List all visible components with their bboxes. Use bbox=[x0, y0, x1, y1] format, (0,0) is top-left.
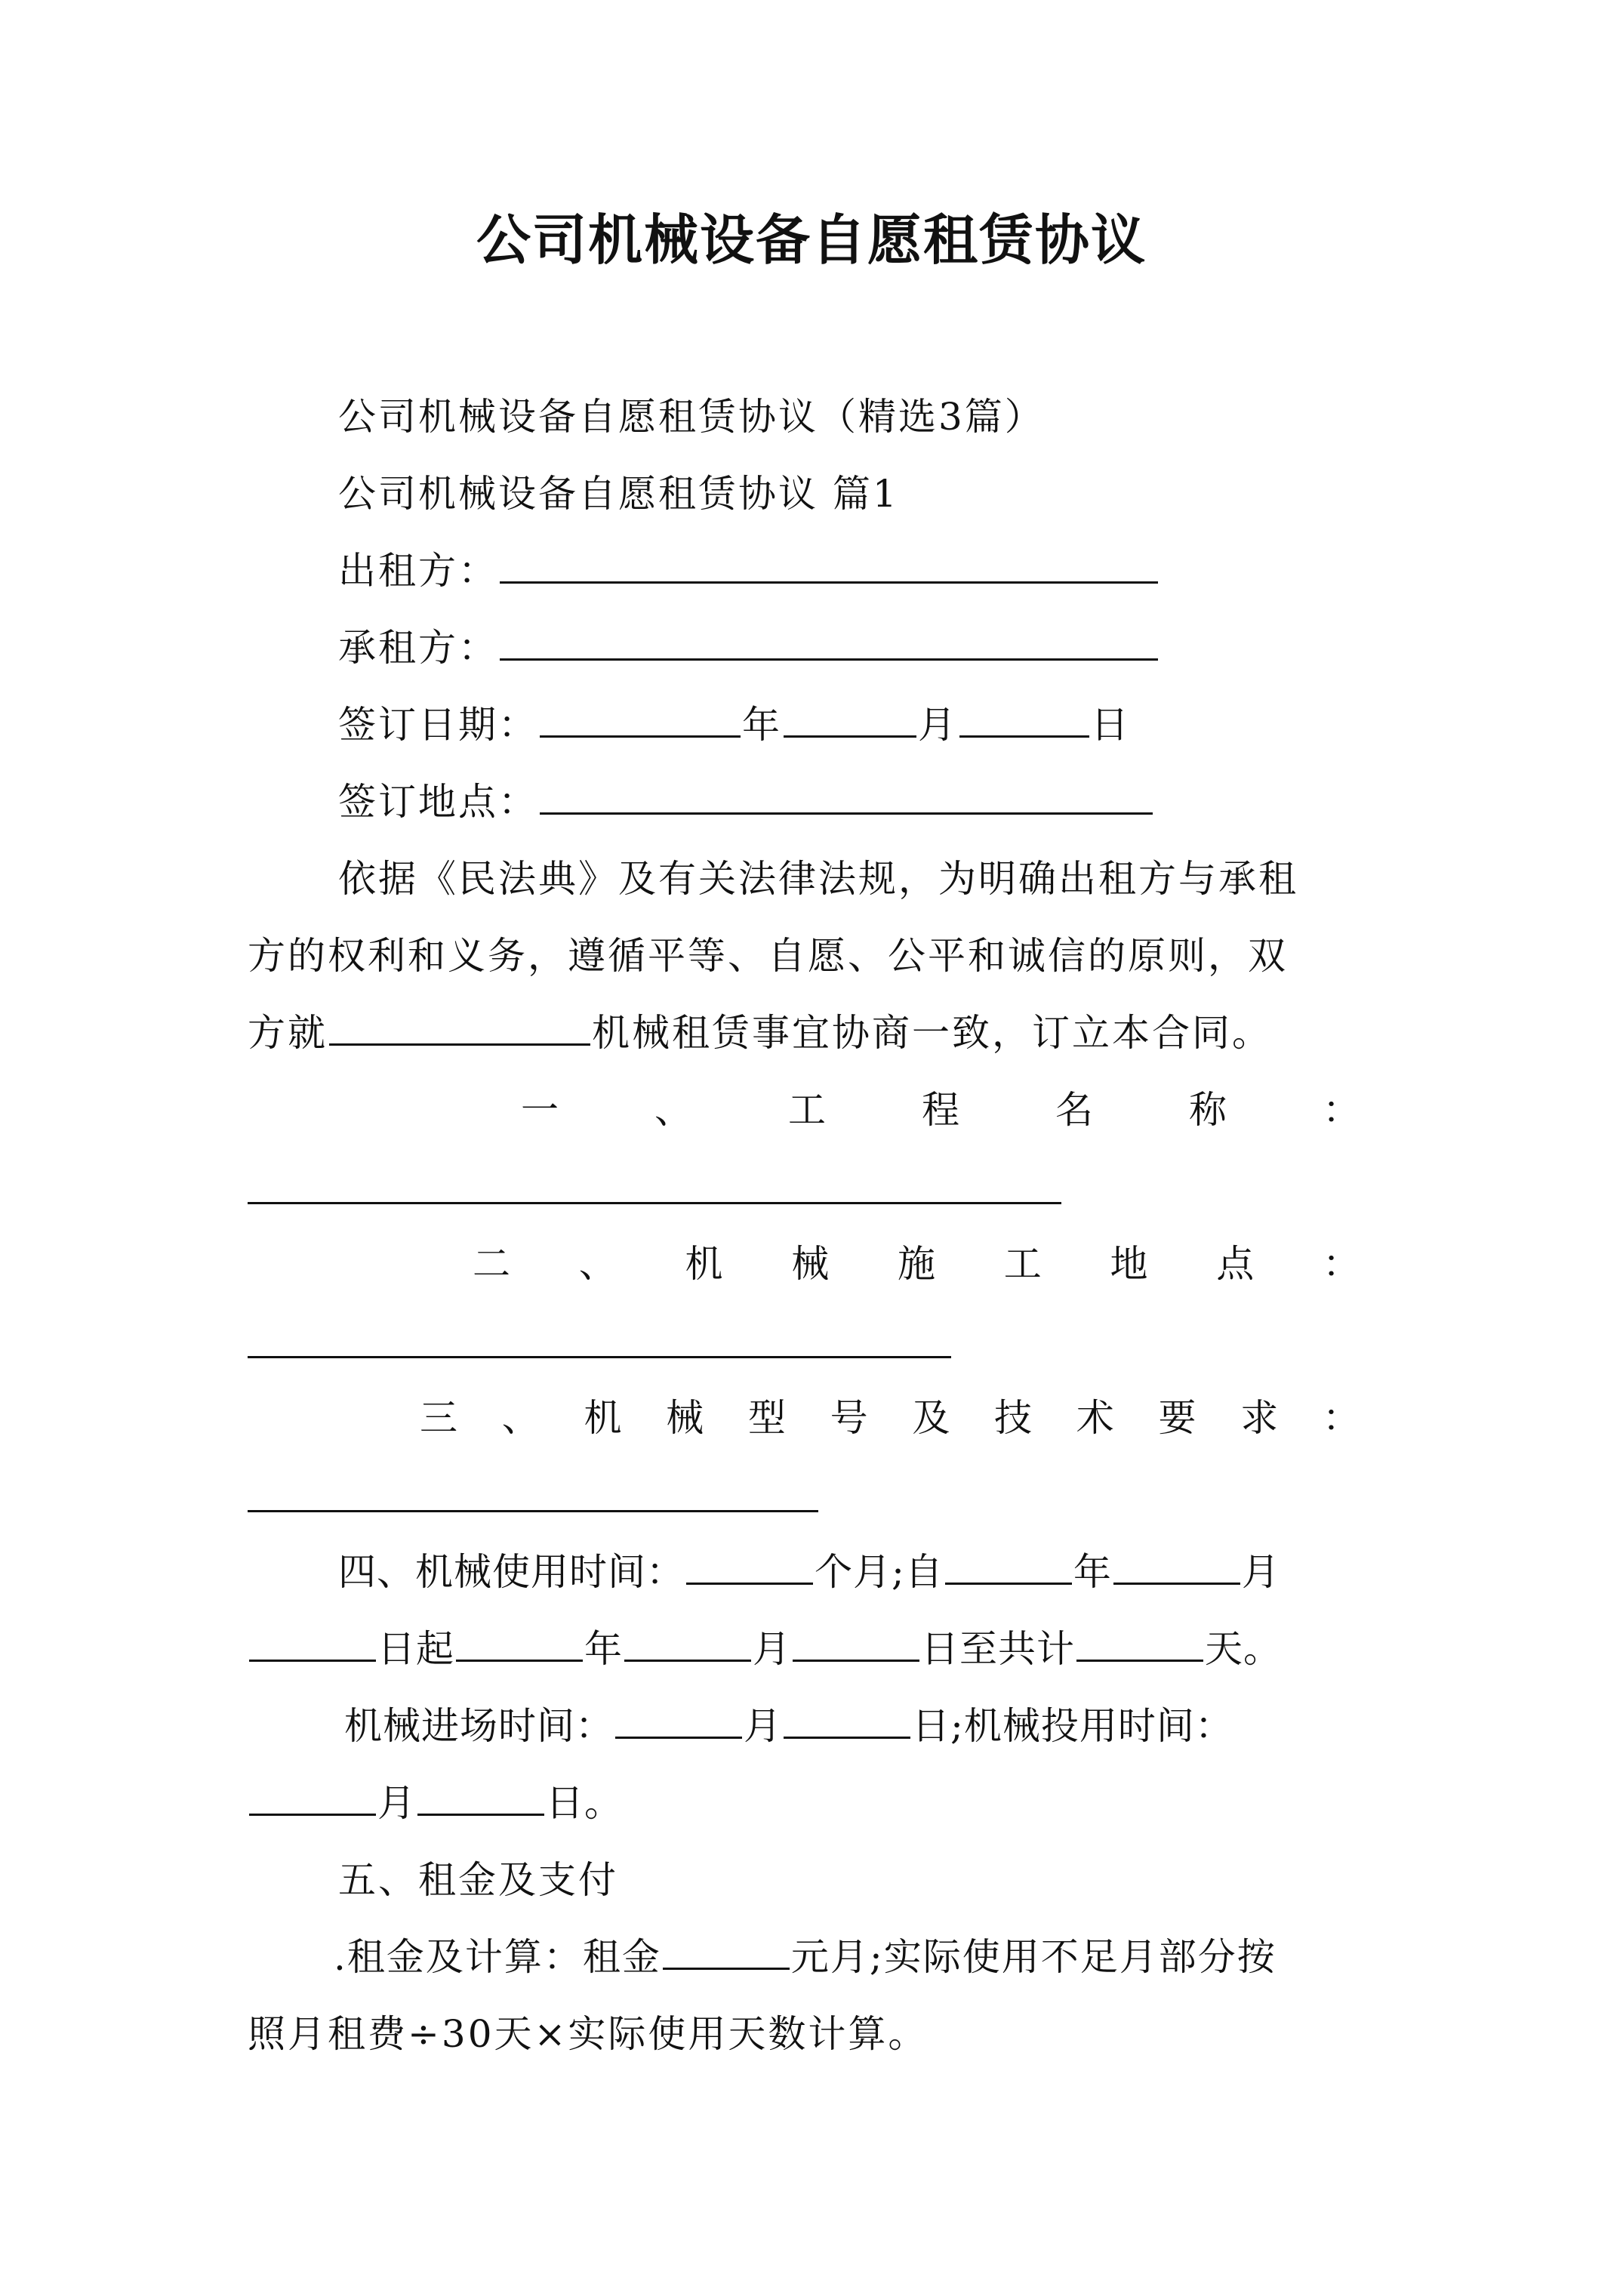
sec4-text: 年 bbox=[1073, 1550, 1112, 1594]
sec2-char: 点 bbox=[1216, 1242, 1255, 1286]
lessee-row bbox=[338, 618, 1160, 678]
sec4-text: 年 bbox=[584, 1627, 623, 1671]
lessor-row bbox=[338, 541, 1160, 601]
sec3-char: 求 bbox=[1240, 1396, 1279, 1440]
rent-line-2: 照月租费÷30天×实际使用天数计算。 bbox=[248, 2012, 929, 2056]
date-label: 签订日期： bbox=[338, 703, 538, 747]
entry-text: 月 bbox=[744, 1704, 782, 1748]
section-4-line-1 bbox=[338, 1542, 1280, 1602]
rent-line-1 bbox=[334, 1927, 1277, 1987]
end-month-blank bbox=[624, 1620, 751, 1662]
rent-label: .租金及计算：租金 bbox=[334, 1935, 661, 1979]
sec3-char: 要 bbox=[1158, 1396, 1196, 1440]
sec3-char: 机 bbox=[584, 1396, 622, 1440]
section-1-blank bbox=[248, 1202, 1061, 1204]
chapter-heading: 公司机械设备自愿租赁协议 篇1 bbox=[338, 472, 899, 516]
months-blank bbox=[686, 1543, 813, 1585]
sec4-label: 四、机械使用时间： bbox=[338, 1550, 685, 1594]
sec4-text: 日至共计 bbox=[921, 1627, 1075, 1671]
sec2-char: ： bbox=[1323, 1242, 1360, 1286]
sec1-char: 工 bbox=[788, 1088, 826, 1132]
intro-line-3-start: 方就 bbox=[248, 1011, 328, 1055]
entry-text: 月 bbox=[377, 1781, 416, 1825]
document-subtitle: 公司机械设备自愿租赁协议（精选3篇） bbox=[338, 395, 1045, 439]
lessee-label: 承租方： bbox=[338, 626, 498, 670]
sec4-text: 个月;自 bbox=[815, 1550, 944, 1594]
sec2-char: 械 bbox=[791, 1242, 830, 1286]
sec3-char: 械 bbox=[666, 1396, 704, 1440]
sec1-char: 名 bbox=[1055, 1088, 1093, 1132]
section-3-heading bbox=[420, 1388, 1360, 1448]
entry-month-blank bbox=[615, 1697, 742, 1739]
total-days-blank bbox=[1076, 1620, 1203, 1662]
section-1-heading bbox=[521, 1080, 1360, 1140]
use-month-blank bbox=[249, 1774, 376, 1816]
intro-line-3-end: 机械租赁事宜协商一致，订立本合同。 bbox=[592, 1011, 1272, 1055]
sec3-char: 型 bbox=[747, 1396, 786, 1440]
sec3-char: ： bbox=[1322, 1396, 1360, 1440]
sec2-char: 工 bbox=[1003, 1242, 1042, 1286]
sec4-text: 天。 bbox=[1205, 1627, 1282, 1671]
date-row bbox=[338, 695, 1131, 755]
sec4-text: 日起 bbox=[377, 1627, 454, 1671]
lessee-blank bbox=[500, 619, 1158, 661]
sec3-char: 三 bbox=[420, 1396, 457, 1440]
sec3-char: 号 bbox=[830, 1396, 868, 1440]
sec3-char: 及 bbox=[912, 1396, 950, 1440]
intro-line-3 bbox=[248, 1003, 1272, 1063]
entry-day-blank bbox=[784, 1697, 910, 1739]
sec2-char: 施 bbox=[898, 1242, 935, 1286]
entry-text: 日。 bbox=[546, 1781, 623, 1825]
section-4-line-2 bbox=[248, 1619, 1282, 1679]
sec2-char: 机 bbox=[685, 1242, 723, 1286]
sec1-char: 称 bbox=[1189, 1088, 1227, 1132]
sec1-char: ： bbox=[1323, 1088, 1360, 1132]
sec2-char: 、 bbox=[578, 1242, 617, 1286]
start-day-blank bbox=[249, 1620, 376, 1662]
start-month-blank bbox=[1113, 1543, 1240, 1585]
place-blank bbox=[540, 773, 1153, 815]
entry-line-2 bbox=[248, 1773, 623, 1833]
day-blank bbox=[959, 696, 1089, 738]
lessor-blank bbox=[500, 542, 1158, 584]
section-5-heading: 五、租金及支付 bbox=[338, 1858, 618, 1902]
use-day-blank bbox=[417, 1774, 544, 1816]
sec3-char: 、 bbox=[501, 1396, 540, 1440]
entry-text: 日;机械投用时间： bbox=[912, 1704, 1233, 1748]
sec3-char: 术 bbox=[1076, 1396, 1114, 1440]
rent-text: 元月;实际使用不足月部分按 bbox=[790, 1935, 1277, 1979]
sec1-char: 一 bbox=[521, 1088, 559, 1132]
entry-label: 机械进场时间： bbox=[344, 1704, 614, 1748]
day-text: 日 bbox=[1091, 703, 1131, 747]
year-blank bbox=[540, 696, 741, 738]
sec3-char: 技 bbox=[994, 1396, 1033, 1440]
intro-line-2: 方的权利和义务，遵循平等、自愿、公平和诚信的原则，双 bbox=[248, 934, 1288, 978]
place-row bbox=[338, 772, 1154, 832]
section-2-blank bbox=[248, 1356, 951, 1358]
month-blank bbox=[784, 696, 916, 738]
project-blank bbox=[329, 1004, 590, 1046]
sec4-text: 月 bbox=[753, 1627, 791, 1671]
start-year-blank bbox=[945, 1543, 1072, 1585]
sec4-text: 月 bbox=[1241, 1550, 1280, 1594]
month-text: 月 bbox=[918, 703, 958, 747]
document-title: 公司机械设备自愿租赁协议 bbox=[476, 208, 1147, 272]
year-text: 年 bbox=[742, 703, 782, 747]
sec1-char: 程 bbox=[922, 1088, 959, 1132]
sec1-char: 、 bbox=[654, 1088, 692, 1132]
end-day-blank bbox=[793, 1620, 919, 1662]
intro-line-1: 依据《民法典》及有关法律法规，为明确出租方与承租 bbox=[338, 857, 1298, 901]
section-3-blank bbox=[248, 1510, 818, 1512]
end-year-blank bbox=[456, 1620, 583, 1662]
lessor-label: 出租方： bbox=[338, 549, 498, 593]
sec2-char: 地 bbox=[1110, 1242, 1148, 1286]
entry-line-1 bbox=[344, 1696, 1233, 1756]
section-2-heading bbox=[473, 1234, 1360, 1294]
sec2-char: 二 bbox=[473, 1242, 510, 1286]
place-label: 签订地点： bbox=[338, 780, 538, 824]
rent-amount-blank bbox=[663, 1928, 790, 1970]
